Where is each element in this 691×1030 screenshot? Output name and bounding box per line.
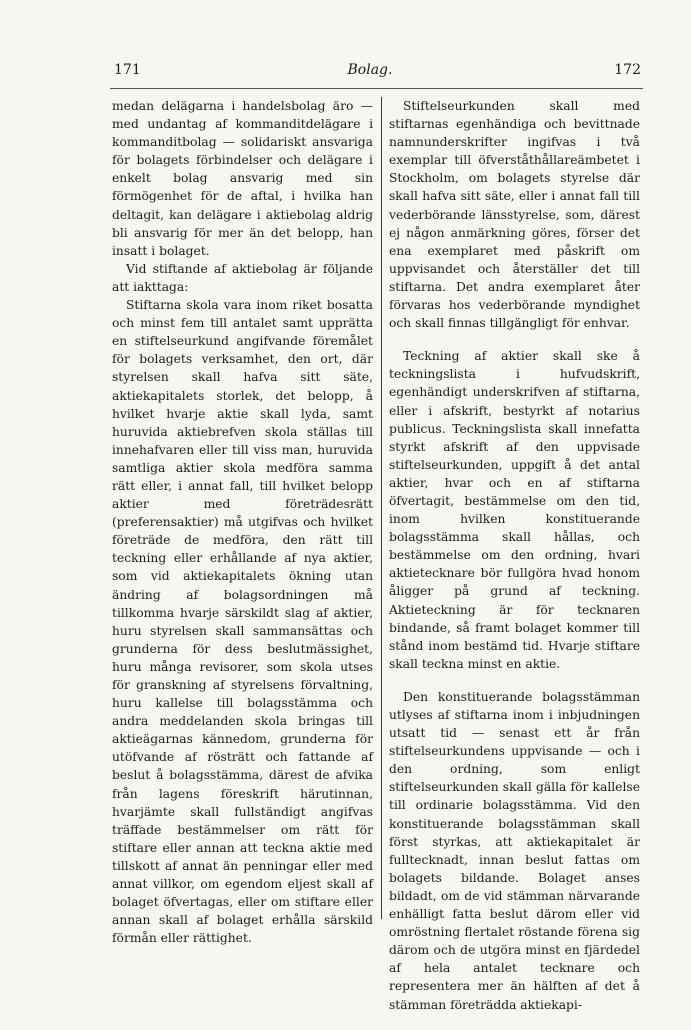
- right-paragraph-1: Stiftelseurkunden skall med stiftarnas egenhändiga och bevittnade namnunderskrifter ingifvas i två exemplar till öfverståthållareämbetet i Stockholm, om bolagets styrelse där skall hafva sitt säte, eller i annat fall till vederbörande länsstyrelse, som, därest ej någon anmärkning göres, förser det ena exemplaret med påskrift om uppvisandet och återställer det till stiftarna. Det andra exemplaret åter förvaras hos vederbörande myndighet och skall finnas tillgängligt för enhvar.: [389, 99, 640, 331]
- right-paragraph-2: Teckning af aktier skall ske å teckningslista i hufvudskrift, egenhändigt underskrifven af stiftarna, eller i afskrift, bestyrkt af notarius publicus. Teckningslista skall innefatta styrkt afskrift af den uppvisade stiftelseurkunden, uppgift å det antal aktier, hvar och en af stiftarna öfvertagit, bestämmelse om den tid, inom hvilken konstituerande bolagsstämma skall hållas, och bestämmelse om den ordning, hvari aktietecknare bör fullgöra hvad honom åligger på grund af teckning. Aktieteckning är för tecknaren bindande, så framt bolaget kommer till stånd inom bestämd tid. Hvarje stiftare skall teckna minst en aktie.: [389, 349, 640, 671]
- right-column: [389, 97, 640, 1014]
- left-paragraph-2: Vid stiftande af aktiebolag är följande att iakttaga:: [112, 261, 373, 294]
- left-paragraph-3: Stiftarna skola vara inom riket bosatta och minst fem till antalet samt upprätta en stiftelseurkund angifvande föremålet för bolagets verksamhet, den ort, där styrelsen skall hafva sitt säte, aktiekapitalets storlek, det belopp, å hvilket hvarje aktie skall lyda, samt huruvida aktiebrefven skola ställas till innehafvaren eller till viss man, huruvida samtliga aktier skola medföra samma rätt eller, i annat fall, till hvilket belopp aktier med företrädesrätt (preferensaktier) må utgifvas och hvilket företräde de medföra, den rätt till teckning eller erhållande af nya aktier, som vid aktiekapitalets ökning utan ändring af bolagsordningen må tillkomma hvarje särskildt slag af aktier, huru styrelsen skall sammansättas och grunderna för dess beslutmässighet, huru många revisorer, som skola utses för granskning af styrelsens förvaltning, huru kallelse till bolagsstämma och andra meddelanden skola bringas till aktieägarnas kännedom, grunderna för utöfvande af rösträtt och fattande af beslut å bolagsstämma, därest de afvika från lagens föreskrift härutinnan, hvarjämte skall fullständigt angifvas träffade bestämmelser om rätt för stiftare eller annan att teckna aktie med tillskott af annat än penningar eller med annat villkor, om egendom eljest skall af bolaget öfvertagas, eller om stiftare eller annan skall af bolaget erhålla särskild förmån eller rättighet.: [112, 298, 373, 946]
- right-page-number: 172: [614, 62, 641, 78]
- page-header: [0, 62, 691, 86]
- header-rule: [110, 88, 643, 89]
- left-column: [112, 97, 373, 947]
- column-divider: [381, 97, 382, 919]
- right-paragraph-3: Den konstituerande bolagsstämman utlyses af stiftarna inom i inbjudningen utsatt tid — senast ett år från stiftelseurkundens uppvisande — och i den ordning, som enligt stiftelseurkunden skall gälla för kallelse till ordinarie bolagsstämma. Vid den konstituerande bolagsstämman skall först styrkas, att aktiekapitalet är fulltecknadt, innan beslut fattas om bolagets bildande. Bolaget anses bildadt, om de vid stämman närvarande enhälligt fatta beslut därom eller vid omröstning flertalet röstande förena sig därom och de utgöra minst en fjärdedel af hela antalet tecknare och representera mer än hälften af det å stämman företrädda aktiekapi-: [389, 689, 640, 1012]
- left-page-number: 171: [114, 62, 141, 78]
- running-title: Bolag.: [347, 62, 393, 78]
- left-paragraph-1: medan delägarna i handelsbolag äro — med undantag af kommanditdelägare i kommanditbolag — solidariskt ansvariga för bolagets förbindelser och delägare i enkelt bolag ansvarig med sin förmögenhet för de aftal, i hvilka han deltagit, kan delägare i aktiebolag aldrig bli ansvarig för mer än det belopp, han insatt i bolaget.: [112, 99, 373, 258]
